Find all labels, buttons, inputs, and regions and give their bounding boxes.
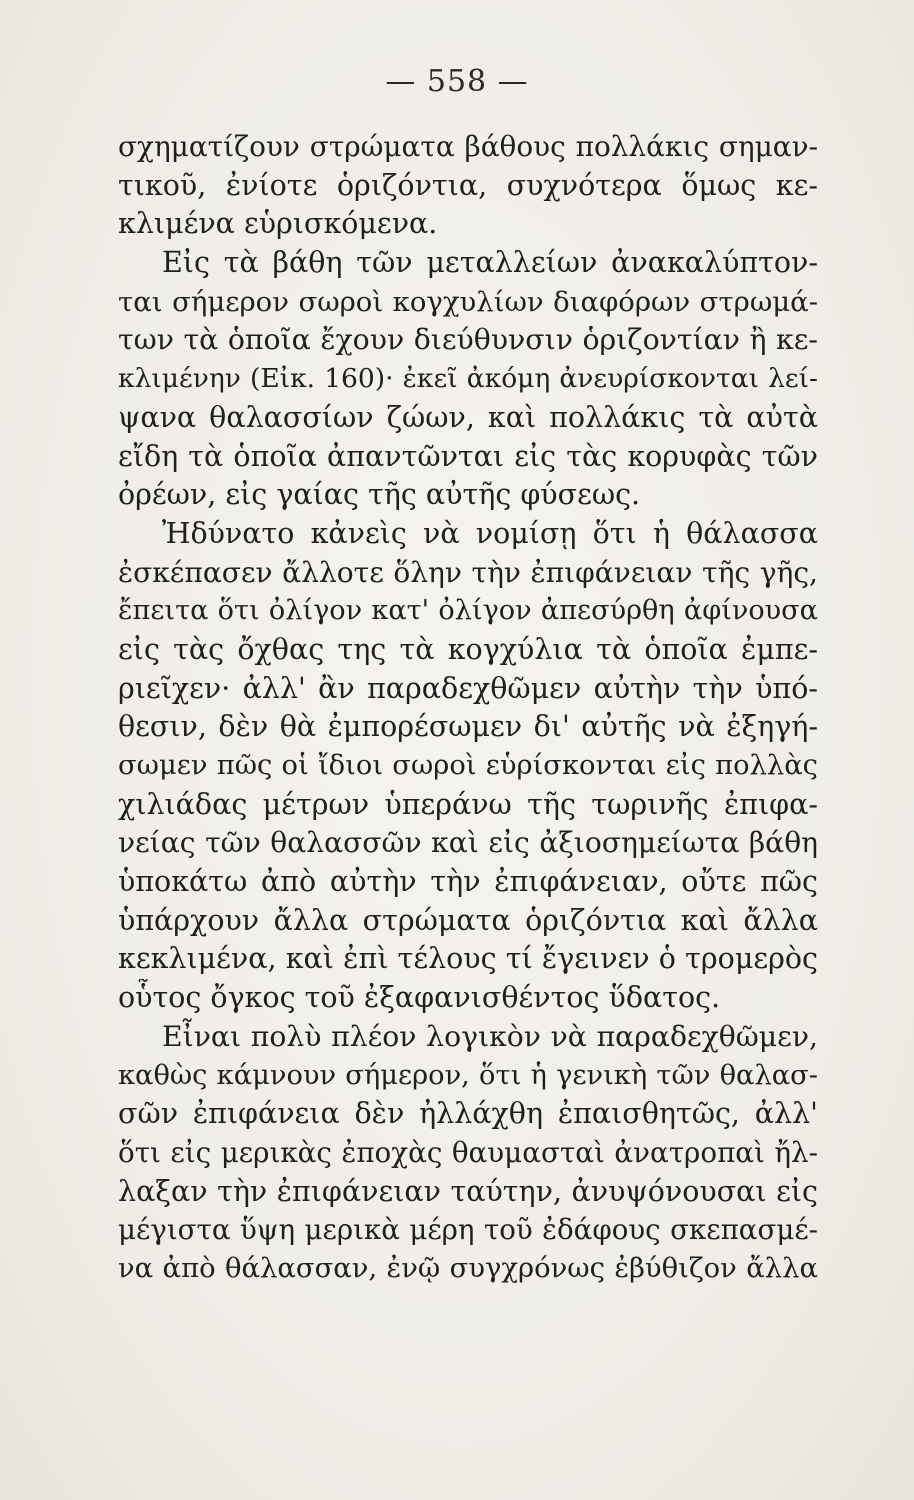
text-line: ψανα θαλασσίων ζώων, καὶ πολλάκις τὰ αὐτὰ	[118, 400, 818, 434]
text-line: θεσιν, δὲν θὰ ἐμπορέσωμεν δι' αὐτῆς νὰ ἐξηγή-	[118, 710, 818, 744]
text-line: τικοῦ, ἐνίοτε ὁριζόντια, συχνότερα ὅμως κε-	[118, 168, 818, 202]
text-line: ἔπειτα ὅτι ὀλίγον κατ' ὀλίγον ἀπεσύρθη ἀφίνουσα	[118, 595, 818, 627]
text-line: κλιμένην (Εἰκ. 160)· ἐκεῖ ἀκόμη ἀνευρίσκονται λεί-	[118, 363, 818, 395]
text-line: καθὼς κάμνουν σήμερον, ὅτι ἡ γενικὴ τῶν θαλασ-	[118, 1059, 818, 1091]
text-line: σχηματίζουν στρώματα βάθους πολλάκις σημαν-	[118, 130, 818, 163]
text-line: λαξαν τὴν ἐπιφάνειαν ταύτην, ἀνυψόνουσαι εἰς	[118, 1174, 818, 1208]
text-line: ὅτι εἰς μερικὰς ἐποχὰς θαυμασταὶ ἀνατροπαὶ ἤλ-	[118, 1135, 818, 1169]
text-line: των τὰ ὁποῖα ἔχουν διεύθυνσιν ὁριζοντίαν ἢ κε-	[118, 323, 818, 357]
text-line: μέγιστα ὕψη μερικὰ μέρη τοῦ ἐδάφους σκεπασμέ-	[118, 1213, 818, 1247]
text-line: ριεῖχεν· ἀλλ' ἂν παραδεχθῶμεν αὐτὴν τὴν ὑπό-	[118, 671, 818, 705]
text-line: ὑπάρχουν ἄλλα στρώματα ὁριζόντια καὶ ἄλλα	[118, 903, 818, 937]
text-line: να ἀπὸ θάλασσαν, ἐνῷ συγχρόνως ἐβύθιζον ἄλλα	[118, 1252, 818, 1284]
text-line: ὑποκάτω ἀπὸ αὐτὴν τὴν ἐπιφάνειαν, οὔτε πῶς	[118, 865, 818, 899]
text-line: εἰς τὰς ὄχθας της τὰ κογχύλια τὰ ὁποῖα ἐμπε-	[118, 632, 818, 666]
text-line: ται σήμερον σωροὶ κογχυλίων διαφόρων στρωμά-	[118, 285, 818, 318]
body-text	[118, 128, 818, 1289]
text-line: κλιμένα εὑρισκόμενα.	[118, 207, 438, 241]
text-line: νείας τῶν θαλασσῶν καὶ εἰς ἀξιοσημείωτα βάθη	[118, 826, 818, 860]
page-number: — 558 —	[385, 64, 529, 99]
text-line: εἴδη τὰ ὁποῖα ἀπαντῶνται εἰς τὰς κορυφὰς τῶν	[118, 439, 818, 473]
text-line: Εἶναι πολὺ πλέον λογικὸν νὰ παραδεχθῶμεν,	[162, 1019, 818, 1053]
text-line: χιλιάδας μέτρων ὑπεράνω τῆς τωρινῆς ἐπιφα-	[118, 787, 818, 821]
text-line: σωμεν πῶς οἱ ἴδιοι σωροὶ εὑρίσκονται εἰς πολλὰς	[118, 750, 818, 781]
text-line: Εἰς τὰ βάθη τῶν μεταλλείων ἀνακαλύπτον-	[162, 246, 818, 280]
text-line: ὀρέων, εἰς γαίας τῆς αὐτῆς φύσεως.	[118, 478, 641, 512]
text-line: Ἠδύνατο κἀνεὶς νὰ νομίσῃ ὅτι ἡ θάλασσα	[162, 516, 818, 550]
text-line: σῶν ἐπιφάνεια δὲν ἠλλάχθη ἐπαισθητῶς, ἀλλ'	[118, 1097, 818, 1131]
text-line: οὗτος ὄγκος τοῦ ἐξαφανισθέντος ὕδατος.	[118, 981, 721, 1015]
text-line: ἐσκέπασεν ἄλλοτε ὅλην τὴν ἐπιφάνειαν τῆς γῆς,	[118, 555, 818, 589]
text-line: κεκλιμένα, καὶ ἐπὶ τέλους τί ἔγεινεν ὁ τρομερὸς	[118, 942, 818, 976]
